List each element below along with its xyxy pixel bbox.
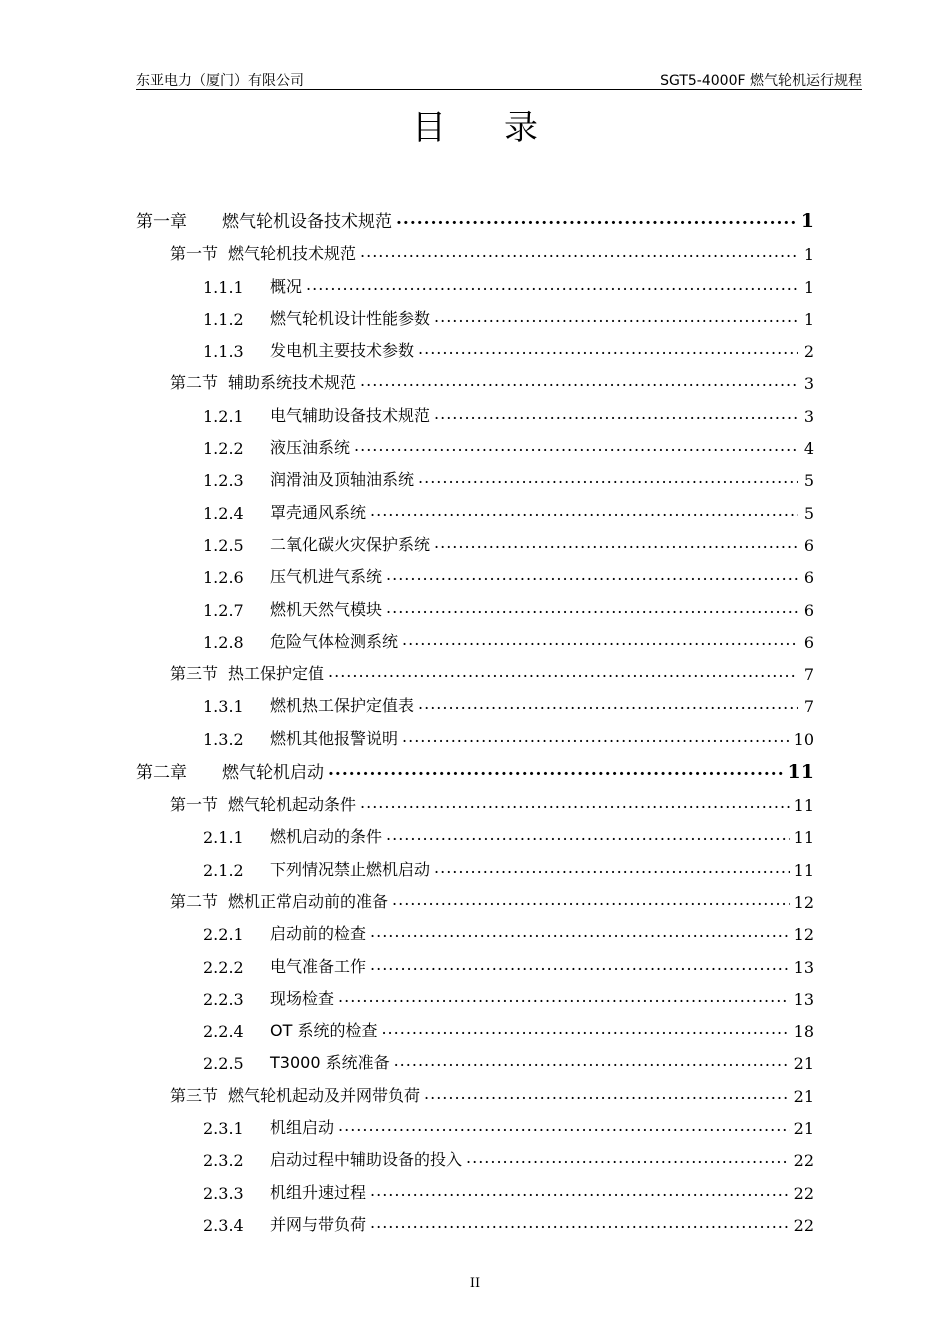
toc-entry-title: 燃气轮机启动 (222, 762, 324, 783)
toc-entry-sub[interactable] (136, 393, 814, 425)
toc-entry-page: 22 (793, 1151, 814, 1171)
toc-entry-sub[interactable] (136, 684, 814, 716)
header-rule (136, 89, 862, 90)
toc-entry-page: 7 (803, 697, 814, 717)
toc-entry-title: 润滑油及顶轴油系统 (270, 470, 415, 490)
toc-entry-number: 1.2.3 (203, 471, 244, 491)
toc-entry-title: 机组启动 (270, 1118, 335, 1138)
toc-entry-page: 11 (787, 760, 814, 783)
toc-entry-sub[interactable] (136, 1138, 814, 1170)
toc-entry-section[interactable] (136, 652, 814, 684)
toc-entry-title: 启动前的检查 (270, 924, 367, 944)
dot-leader (354, 436, 798, 455)
toc-entry-number: 第二节 (170, 891, 219, 911)
toc-entry-number: 1.3.1 (203, 697, 244, 717)
toc-entry-number: 2.1.2 (203, 860, 244, 880)
toc-entry-page: 12 (793, 892, 814, 912)
toc-entry-number: 1.1.1 (203, 277, 244, 297)
toc-entry-sub[interactable] (136, 264, 814, 296)
toc-entry-section[interactable] (136, 232, 814, 264)
dot-leader (434, 307, 798, 326)
toc-entry-page: 1 (800, 210, 814, 232)
toc-entry-page: 3 (803, 406, 814, 426)
toc-entry-number: 1.2.7 (203, 600, 244, 620)
dot-leader (328, 760, 784, 780)
page-header-right: SGT5-4000F 燃气轮机运行规程 (660, 73, 862, 89)
dot-leader (360, 793, 790, 812)
toc-entry-page: 13 (793, 957, 814, 977)
toc-entry-page: 22 (793, 1215, 814, 1235)
toc-entry-number: 2.2.2 (203, 957, 244, 977)
toc-entry-number: 2.2.4 (203, 1022, 244, 1042)
toc-entry-number: 1.1.2 (203, 309, 244, 329)
toc-entry-sub[interactable] (136, 1009, 814, 1041)
dot-leader (370, 922, 790, 941)
toc-entry-title: 燃机启动的条件 (270, 827, 383, 847)
toc-entry-number: 2.3.3 (203, 1183, 244, 1203)
toc-entry-title: 并网与带负荷 (270, 1214, 367, 1234)
dot-leader (370, 1181, 790, 1200)
toc-entry-sub[interactable] (136, 1106, 814, 1138)
toc-entry-number: 2.1.1 (203, 828, 244, 848)
toc-entry-number: 1.2.8 (203, 632, 244, 652)
toc-entry-sub[interactable] (136, 716, 814, 748)
dot-leader (386, 825, 790, 844)
toc-entry-sub[interactable] (136, 1203, 814, 1235)
toc-entry-page: 1 (803, 277, 814, 297)
toc-entry-sub[interactable] (136, 1170, 814, 1202)
toc-entry-title: 压气机进气系统 (270, 567, 383, 587)
dot-leader (434, 404, 798, 423)
toc-entry-title: 概况 (270, 276, 303, 296)
toc-entry-number: 第二章 (136, 762, 187, 783)
toc-entry-number: 1.2.4 (203, 503, 244, 523)
dot-leader (381, 1019, 789, 1038)
toc-entry-sub[interactable] (136, 523, 814, 555)
toc-entry-sub[interactable] (136, 426, 814, 458)
toc-entry-title: 电气准备工作 (270, 956, 367, 976)
toc-entry-number: 第三节 (170, 664, 219, 684)
toc-entry-sub[interactable] (136, 815, 814, 847)
toc-entry-sub[interactable] (136, 297, 814, 329)
toc-entry-chapter[interactable] (136, 198, 814, 232)
toc-entry-number: 1.3.2 (203, 729, 244, 749)
dot-leader (370, 1213, 790, 1232)
toc-entry-title: 燃机其他报警说明 (270, 728, 399, 748)
dot-leader (392, 890, 790, 909)
toc-entry-page: 5 (803, 503, 814, 523)
toc-entry-title: 危险气体检测系统 (270, 631, 399, 651)
toc-entry-title: 燃气轮机技术规范 (228, 244, 357, 264)
toc-entry-page: 21 (793, 1054, 814, 1074)
toc-entry-page: 1 (803, 309, 814, 329)
toc-entry-title: 燃机天然气模块 (270, 599, 383, 619)
toc-entry-title: 启动过程中辅助设备的投入 (270, 1150, 463, 1170)
toc-entry-chapter[interactable] (136, 749, 814, 783)
toc-entry-sub[interactable] (136, 587, 814, 619)
toc-entry-title: 燃机热工保护定值表 (270, 696, 415, 716)
dot-leader (402, 727, 790, 746)
toc-entry-title: 机组升速过程 (270, 1182, 367, 1202)
dot-leader (386, 598, 798, 617)
toc-entry-section[interactable] (136, 783, 814, 815)
table-of-contents (136, 198, 814, 1235)
toc-entry-page: 6 (803, 632, 814, 652)
toc-entry-page: 11 (793, 796, 814, 816)
toc-entry-number: 2.3.4 (203, 1215, 244, 1235)
toc-entry-title: 液压油系统 (270, 438, 351, 458)
toc-entry-page: 11 (793, 860, 814, 880)
toc-entry-title: T3000 系统准备 (270, 1053, 390, 1073)
toc-entry-title: 罩壳通风系统 (270, 502, 367, 522)
dot-leader (328, 662, 798, 681)
toc-entry-number: 第一节 (170, 795, 219, 815)
toc-entry-number: 2.3.1 (203, 1119, 244, 1139)
dot-leader (338, 1116, 790, 1135)
toc-entry-title: 发电机主要技术参数 (270, 341, 415, 361)
toc-entry-page: 4 (803, 439, 814, 459)
toc-entry-title: 二氧化碳火灾保护系统 (270, 534, 431, 554)
toc-entry-title: 燃机正常启动前的准备 (228, 891, 389, 911)
toc-entry-page: 21 (793, 1119, 814, 1139)
toc-entry-page: 1 (803, 245, 814, 265)
dot-leader (434, 858, 790, 877)
toc-entry-title: 现场检查 (270, 988, 335, 1008)
toc-entry-page: 12 (793, 925, 814, 945)
page-number: II (469, 1276, 481, 1291)
dot-leader (434, 533, 798, 552)
dot-leader (386, 565, 798, 584)
dot-leader (394, 1051, 790, 1070)
dot-leader (418, 339, 798, 358)
dot-leader (338, 987, 790, 1006)
toc-entry-number: 1.2.2 (203, 439, 244, 459)
toc-entry-page: 18 (793, 1022, 814, 1042)
dot-leader (424, 1084, 790, 1103)
dot-leader (396, 209, 797, 229)
toc-entry-number: 2.2.1 (203, 925, 244, 945)
toc-entry-title: 燃气轮机起动及并网带负荷 (228, 1085, 421, 1105)
toc-entry-sub[interactable] (136, 1041, 814, 1073)
toc-entry-number: 第一章 (136, 212, 187, 232)
toc-entry-number: 第一节 (170, 244, 219, 264)
toc-entry-section[interactable] (136, 361, 814, 393)
toc-entry-sub[interactable] (136, 490, 814, 522)
dot-leader (418, 694, 798, 713)
toc-entry-title: 燃气轮机设备技术规范 (222, 212, 392, 232)
toc-entry-page: 6 (803, 600, 814, 620)
toc-entry-section[interactable] (136, 880, 814, 912)
toc-entry-title: 燃气轮机设计性能参数 (270, 308, 431, 328)
toc-entry-title: OT 系统的检查 (270, 1021, 378, 1041)
toc-entry-page: 2 (803, 342, 814, 362)
toc-entry-number: 2.3.2 (203, 1151, 244, 1171)
toc-entry-number: 第二节 (170, 373, 219, 393)
toc-entry-section[interactable] (136, 1073, 814, 1105)
page-header-left: 东亚电力（厦门）有限公司 (136, 73, 304, 89)
toc-entry-title: 辅助系统技术规范 (228, 373, 357, 393)
toc-entry-number: 2.2.3 (203, 989, 244, 1009)
toc-entry-sub[interactable] (136, 620, 814, 652)
toc-entry-number: 1.1.3 (203, 342, 244, 362)
dot-leader (306, 275, 798, 294)
toc-entry-page: 10 (793, 729, 814, 749)
toc-entry-title: 电气辅助设备技术规范 (270, 405, 431, 425)
toc-entry-number: 第三节 (170, 1085, 219, 1105)
toc-entry-number: 1.2.5 (203, 535, 244, 555)
dot-leader (466, 1148, 790, 1167)
toc-entry-sub[interactable] (136, 912, 814, 944)
page-title: 目录 (412, 108, 596, 148)
toc-entry-number: 1.2.6 (203, 568, 244, 588)
toc-entry-sub[interactable] (136, 944, 814, 976)
dot-leader (360, 371, 798, 390)
toc-entry-page: 13 (793, 989, 814, 1009)
toc-entry-page: 6 (803, 568, 814, 588)
toc-entry-title: 燃气轮机起动条件 (228, 795, 357, 815)
dot-leader (370, 955, 790, 974)
toc-entry-page: 6 (803, 535, 814, 555)
toc-entry-sub[interactable] (136, 847, 814, 879)
toc-entry-number: 1.2.1 (203, 406, 244, 426)
toc-entry-page: 22 (793, 1183, 814, 1203)
toc-entry-page: 7 (803, 665, 814, 685)
toc-entry-page: 11 (793, 828, 814, 848)
dot-leader (370, 501, 798, 520)
toc-entry-page: 21 (793, 1086, 814, 1106)
dot-leader (360, 242, 798, 261)
toc-entry-title: 热工保护定值 (228, 664, 325, 684)
toc-entry-sub[interactable] (136, 329, 814, 361)
toc-entry-sub[interactable] (136, 977, 814, 1009)
toc-entry-number: 2.2.5 (203, 1054, 244, 1074)
toc-entry-page: 5 (803, 471, 814, 491)
dot-leader (418, 468, 798, 487)
dot-leader (402, 630, 798, 649)
toc-entry-title: 下列情况禁止燃机启动 (270, 859, 431, 879)
toc-entry-page: 3 (803, 374, 814, 394)
toc-entry-sub[interactable] (136, 458, 814, 490)
toc-entry-sub[interactable] (136, 555, 814, 587)
